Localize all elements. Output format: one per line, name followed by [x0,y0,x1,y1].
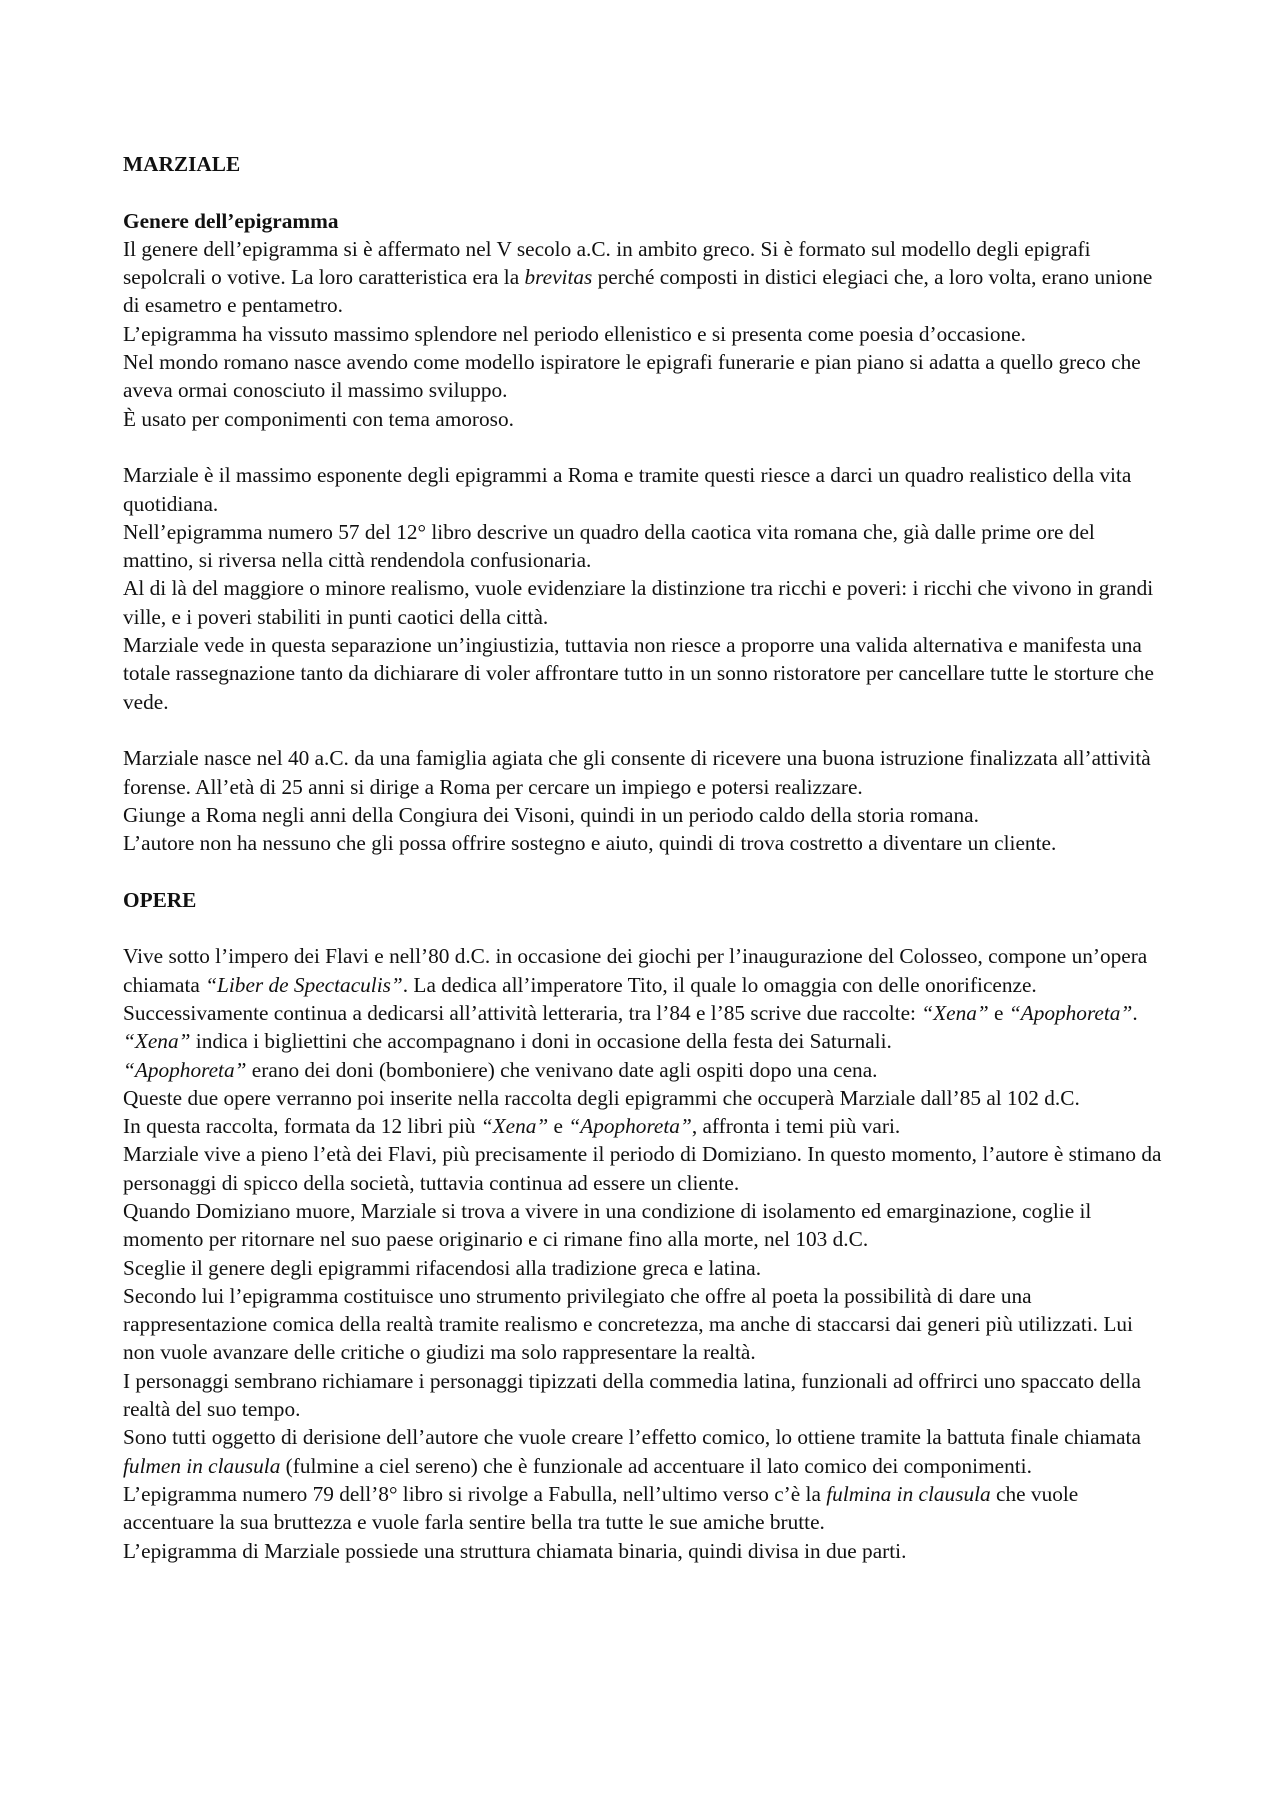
paragraph: Giunge a Roma negli anni della Congiura dei Visoni, quindi in un periodo caldo della storia romana. [123,802,979,827]
italic-term: fulmen in clausula [123,1453,281,1478]
paragraph: Nell’epigramma numero 57 del 12° libro descrive un quadro della caotica vita romana che, già dalle prime ore del mattino, si riversa nella città rendendola confusionaria. [123,519,1095,573]
text-run: perché composti in distici elegiaci che, a loro volta, erano unione di esametro e pentametro. [123,265,1153,318]
italic-term: brevitas [524,265,593,290]
paragraph: I personaggi sembrano richiamare i personaggi tipizzati della commedia latina, funzionali ad offrirci uno spaccato della realtà del suo tempo. [123,1368,1141,1422]
text-run: e [548,1114,569,1139]
text-run: che vuole accentuare la sua bruttezza e vuole farla sentire bella tra tutte le sue amiche brutte. [123,1481,1079,1535]
text-run: indica i bigliettini che accompagnano i doni in occasione della festa dei Saturnali. [190,1029,892,1054]
italic-term: fulmina in clausula [826,1481,991,1506]
italic-title: “Apophoreta” [568,1114,692,1139]
paragraph: L’autore non ha nessuno che gli possa offrire sostegno e aiuto, quindi di trova costretto a diventare un cliente. [123,831,1057,856]
paragraph: È usato per componimenti con tema amoroso. [123,406,514,431]
text-run: Sono tutti oggetto di derisione dell’autore che vuole creare l’effetto comico, lo ottiene tramite la battuta finale chiamata [123,1425,1141,1450]
text-run: erano dei doni (bomboniere) che venivano date agli ospiti dopo una cena. [246,1057,878,1082]
paragraph: Secondo lui l’epigramma costituisce uno strumento privilegiato che offre al poeta la possibilità di dare una rappresentazione comica della realtà tramite realismo e concretezza, ma anche di staccarsi dai generi più utilizzati. Lui non vuole avanzare delle critiche o giudizi ma solo rappresentare la realtà. [123,1283,1133,1365]
italic-title: “Xena” [123,1029,191,1054]
paragraph [123,1056,1163,1084]
section-heading-opere: OPERE [123,887,197,912]
spacer [123,178,1163,206]
spacer [123,433,1163,461]
paragraph [123,1112,1163,1140]
text-run: Il genere dell’epigramma si è affermato nel V secolo a.C. in ambito greco. Si è formato sul modello degli epigrafi sepolcrali o votive. La loro caratteristica era la [123,236,1091,290]
paragraph: L’epigramma di Marziale possiede una struttura chiamata binaria, quindi divisa in due parti. [123,1538,907,1563]
text-run: , affronta i temi più vari. [691,1114,901,1139]
text-run: . [1132,1000,1138,1025]
text-run: In questa raccolta, formata da 12 libri più [123,1114,481,1139]
italic-title: “Apophoreta” [123,1057,247,1082]
paragraph: Queste due opere verranno poi inserite nella raccolta degli epigrammi che occuperà Marziale dall’85 al 102 d.C. [123,1085,1080,1110]
paragraph: Marziale nasce nel 40 a.C. da una famiglia agiata che gli consente di ricevere una buona istruzione finalizzata all’attività forense. All’età di 25 anni si dirige a Roma per cercare un impiego e potersi realizzare. [123,746,1151,799]
paragraph [123,1027,1163,1055]
spacer [123,716,1163,744]
paragraph: Al di là del maggiore o minore realismo, vuole evidenziare la distinzione tra ricchi e poveri: i ricchi che vivono in grandi ville, e i poveri stabiliti in punti caotici della città. [123,576,1154,629]
paragraph: Nel mondo romano nasce avendo come modello ispiratore le epigrafi funerarie e pian piano si adatta a quello greco che aveva ormai conosciuto il massimo sviluppo. [123,350,1141,403]
text-run: . La dedica all’imperatore Tito, il quale lo omaggia con delle onorificenze. Successivamente continua a dedicarsi all’attività letteraria, tra l’84 e l’85 scrive due raccolte: [123,972,1037,1025]
italic-title: “Liber de Spectaculis” [205,972,403,997]
text-run: (fulmine a ciel sereno) che è funzionale ad accentuare il lato comico dei componimenti. [280,1453,1032,1478]
paragraph [123,1480,1163,1537]
document-page [123,150,1163,1565]
paragraph: Quando Domiziano muore, Marziale si trova a vivere in una condizione di isolamento ed emarginazione, coglie il momento per ritornare nel suo paese originario e ci rimane fino alla morte, nel 103 d.C. [123,1198,1092,1252]
italic-title: “Xena” [921,1000,989,1025]
document-title: MARZIALE [123,152,241,176]
text-run: L’epigramma numero 79 dell’8° libro si rivolge a Fabulla, nell’ultimo verso c’è la [123,1481,827,1506]
text-run: Vive sotto l’impero dei Flavi e nell’80 d.C. in occasione dei giochi per l’inaugurazione del Colosseo, compone un’opera chiamata [123,944,1148,997]
paragraph: L’epigramma ha vissuto massimo splendore nel periodo ellenistico e si presenta come poesia d’occasione. [123,321,1026,346]
spacer [123,857,1163,885]
paragraph [123,1423,1163,1480]
paragraph: Marziale vede in questa separazione un’ingiustizia, tuttavia non riesce a proporre una valida alternativa e manifesta una totale rassegnazione tanto da dichiarare di voler affrontare tutto in un sonno ristoratore per cancellare tutte le storture che vede. [123,633,1154,714]
spacer [123,914,1163,942]
paragraph: Sceglie il genere degli epigrammi rifacendosi alla tradizione greca e latina. [123,1255,762,1280]
italic-title: “Xena” [480,1114,549,1139]
paragraph: Marziale vive a pieno l’età dei Flavi, più precisamente il periodo di Domiziano. In questo momento, l’autore è stimano da personaggi di spicco della società, tuttavia continua ad essere un cliente. [123,1142,1162,1195]
paragraph [123,942,1163,1027]
italic-title: “Apophoreta” [1008,1000,1133,1025]
paragraph: Marziale è il massimo esponente degli epigrammi a Roma e tramite questi riesce a darci un quadro realistico della vita quotidiana. [123,463,1132,516]
section-heading-genere: Genere dell’epigramma [123,208,339,233]
text-run: e [988,1000,1009,1025]
paragraph [123,235,1163,320]
